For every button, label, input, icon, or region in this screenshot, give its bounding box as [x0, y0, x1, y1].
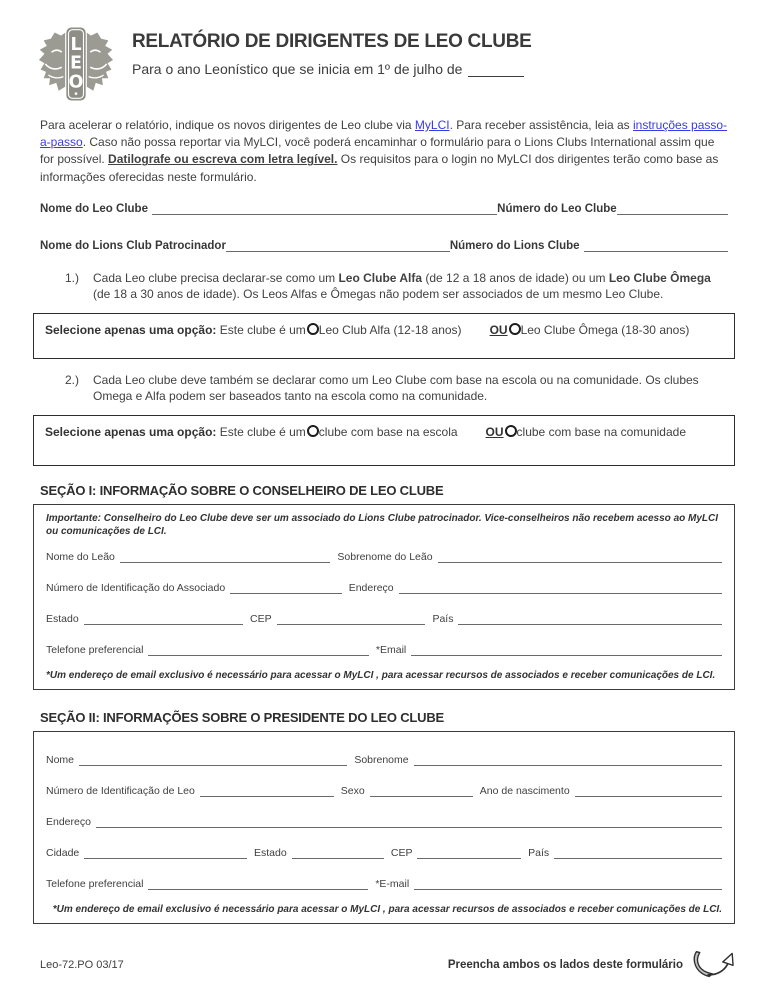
advisor-last-name-label: Sobrenome do Leão	[337, 550, 433, 563]
president-state-blank[interactable]	[292, 845, 384, 859]
instruction-item-2	[65, 372, 728, 405]
leo-lions-logo-graphic	[35, 22, 117, 106]
president-phone-label: Telefone preferencial	[46, 877, 144, 890]
leo-id-blank[interactable]	[200, 783, 334, 797]
item-1-text: Cada Leo clube precisa declarar-se como um Leo Clube Alfa (de 12 a 18 anos de idade) ou um Leo Clube Ômega (de 18 a 30 anos de idade). Os Leos Alfas e Ômegas não podem ser associados de um mesmo Leo Clube.	[93, 270, 711, 302]
advisor-name-row	[46, 549, 722, 563]
alfa-club-bold: Leo Clube Alfa	[338, 270, 423, 285]
president-zip-blank[interactable]	[417, 845, 521, 859]
header-text	[132, 22, 531, 106]
advisor-phone-blank[interactable]	[148, 642, 368, 656]
mylci-link[interactable]: MyLCI	[414, 118, 450, 132]
leonistic-year-blank[interactable]	[468, 62, 524, 77]
community-based-option-label: clube com base na comunidade	[516, 424, 686, 439]
advisor-country-blank[interactable]	[458, 611, 722, 625]
omega-club-radio[interactable]	[509, 323, 521, 335]
omega-club-bold: Leo Clube Ômega	[608, 270, 711, 285]
member-id-label: Número de Identificação do Associado	[46, 581, 226, 594]
omega-club-option-label: Leo Clube Ômega (18-30 anos)	[520, 322, 690, 337]
advisor-country-label: País	[432, 612, 454, 625]
leo-club-name-blank[interactable]	[152, 201, 497, 215]
advisor-zip-label: CEP	[250, 612, 272, 625]
advisor-email-blank[interactable]	[411, 642, 722, 656]
member-id-blank[interactable]	[230, 580, 342, 594]
section-1-footnote: *Um endereço de email exclusivo é necessário para acessar o MyLCI , para acessar recursos de associados e receber comunicações de LCI.	[46, 669, 716, 681]
gender-blank[interactable]	[370, 783, 473, 797]
advisor-state-zip-country-row	[46, 611, 722, 625]
president-country-blank[interactable]	[554, 845, 722, 859]
president-phone-email-row	[46, 876, 722, 890]
school-based-option-label: clube com base na escola	[318, 424, 458, 439]
leo-club-row	[40, 201, 728, 215]
lions-club-row	[40, 238, 728, 252]
advisor-phone-email-row	[46, 642, 722, 656]
section-2-footnote: *Um endereço de email exclusivo é necessário para acessar o MyLCI , para acessar recursos de associados e receber comunicações de LCI.	[52, 903, 722, 915]
president-city-state-zip-country-row	[46, 845, 722, 859]
item-2-number: 2.)	[65, 372, 80, 387]
club-type-option-box	[33, 313, 735, 359]
flip-page-notice	[448, 950, 740, 979]
president-first-name-blank[interactable]	[79, 752, 347, 766]
advisor-first-name-label: Nome do Leão	[46, 550, 115, 563]
flip-page-arrow-icon	[692, 950, 740, 979]
form-header	[33, 22, 735, 106]
alfa-club-radio[interactable]	[307, 323, 319, 335]
form-subtitle	[132, 61, 531, 77]
intro-text-1: Para acelerar o relatório, indique os novos dirigentes de Leo clube via	[40, 118, 415, 132]
select-one-option-label-1: Selecione apenas uma opção:	[45, 322, 217, 337]
or-separator-1: OU	[489, 322, 508, 337]
advisor-zip-blank[interactable]	[277, 611, 426, 625]
or-separator-2: OU	[485, 424, 504, 439]
form-footer	[40, 950, 740, 979]
logo-letter-o: O	[68, 72, 84, 93]
option-box-2-prompt: Este clube é um	[216, 424, 306, 439]
logo-letter-e: E	[70, 53, 82, 74]
advisor-id-address-row	[46, 580, 722, 594]
item-2-text: Cada Leo clube deve também se declarar como um Leo Clube com base na escola ou na comunidade. Os clubes Omega e Alfa podem ser baseados tanto na escola como na comunidade.	[93, 372, 699, 404]
instruction-item-1	[65, 270, 728, 303]
community-based-radio[interactable]	[505, 425, 517, 437]
form-title: RELATÓRIO DE DIRIGENTES DE LEO CLUBE	[132, 31, 532, 52]
step-by-step-instructions-link[interactable]: instruções passo-a-passo	[40, 118, 728, 150]
select-one-option-label-2: Selecione apenas uma opção:	[45, 424, 217, 439]
intro-paragraph	[40, 117, 728, 186]
section-2-title: SEÇÃO II: INFORMAÇÕES SOBRE O PRESIDENTE DO LEO CLUBE	[40, 709, 444, 725]
leo-id-label: Número de Identificação de Leo	[46, 784, 195, 797]
gender-label: Sexo	[340, 784, 365, 797]
section-1-box	[33, 504, 735, 690]
leo-club-number-blank[interactable]	[617, 201, 728, 215]
flip-page-text: Preencha ambos os lados deste formulário	[447, 958, 683, 971]
lions-club-name-label: Nome do Lions Club Patrocinador	[40, 239, 226, 252]
president-email-label: *E-mail	[375, 877, 410, 890]
subtitle-text: Para o ano Leonístico que se inicia em 1º de julho de	[132, 61, 463, 77]
advisor-first-name-blank[interactable]	[120, 549, 331, 563]
president-address-label: Endereço	[46, 815, 91, 828]
logo-letter-l: L	[70, 34, 82, 55]
advisor-phone-label: Telefone preferencial	[46, 643, 144, 656]
president-address-row	[46, 814, 722, 828]
advisor-last-name-blank[interactable]	[438, 549, 722, 563]
form-code: Leo-72.PO 03/17	[40, 958, 124, 971]
president-address-blank[interactable]	[96, 814, 722, 828]
president-zip-label: CEP	[390, 846, 413, 859]
birth-year-label: Ano de nascimento	[479, 784, 570, 797]
president-id-gender-birth-row	[46, 783, 722, 797]
president-name-row	[46, 752, 722, 766]
option-box-1-prompt: Este clube é um	[216, 322, 306, 337]
intro-text-2: . Para receber assistência, leia as	[449, 118, 633, 132]
president-last-name-blank[interactable]	[414, 752, 722, 766]
advisor-address-blank[interactable]	[399, 580, 722, 594]
president-country-label: País	[528, 846, 550, 859]
advisor-address-label: Endereço	[348, 581, 394, 594]
advisor-state-label: Estado	[46, 612, 79, 625]
leo-club-number-label: Número do Leo Clube	[497, 202, 617, 215]
intro-text-4: Os requisitos para o login no MyLCI dos dirigentes terão como base as informações oferecidas neste formulário.	[40, 152, 719, 184]
leo-club-name-label: Nome do Leo Clube	[40, 202, 148, 215]
leo-club-logo	[35, 22, 117, 106]
city-blank[interactable]	[84, 845, 247, 859]
city-label: Cidade	[46, 846, 80, 859]
school-based-radio[interactable]	[307, 425, 319, 437]
president-last-name-label: Sobrenome	[354, 753, 409, 766]
club-base-option-box	[33, 415, 735, 466]
president-phone-blank[interactable]	[148, 876, 368, 890]
lions-club-number-label: Número do Lions Clube	[449, 239, 580, 252]
president-state-label: Estado	[253, 846, 287, 859]
lions-club-name-blank[interactable]	[226, 238, 450, 252]
section-1-important-note: Importante: Conselheiro do Leo Clube deve ser um associado do Lions Clube patrocinador. Vice-conselheiros não recebem acesso ao MyLCI ou comunicações de LCI.	[46, 512, 719, 538]
advisor-state-blank[interactable]	[84, 611, 243, 625]
president-email-blank[interactable]	[414, 876, 722, 890]
advisor-email-label: *Email	[375, 643, 407, 656]
birth-year-blank[interactable]	[575, 783, 722, 797]
intro-text-3: . Caso não possa reportar via MyLCI, você poderá encaminhar o formulário para o Lions Clubs International assim que for possível.	[40, 135, 715, 167]
item-1-number: 1.)	[65, 270, 80, 285]
section-2-box	[33, 731, 735, 924]
intro-emphasis: Datilografe ou escreva com letra legível.	[108, 152, 338, 167]
president-first-name-label: Nome	[46, 753, 75, 766]
lions-club-number-blank[interactable]	[584, 238, 728, 252]
alfa-club-option-label: Leo Club Alfa (12-18 anos)	[318, 322, 462, 337]
section-1-title: SEÇÃO I: INFORMAÇÃO SOBRE O CONSELHEIRO DE LEO CLUBE	[40, 482, 444, 498]
logo-trademark-dot	[75, 92, 78, 95]
